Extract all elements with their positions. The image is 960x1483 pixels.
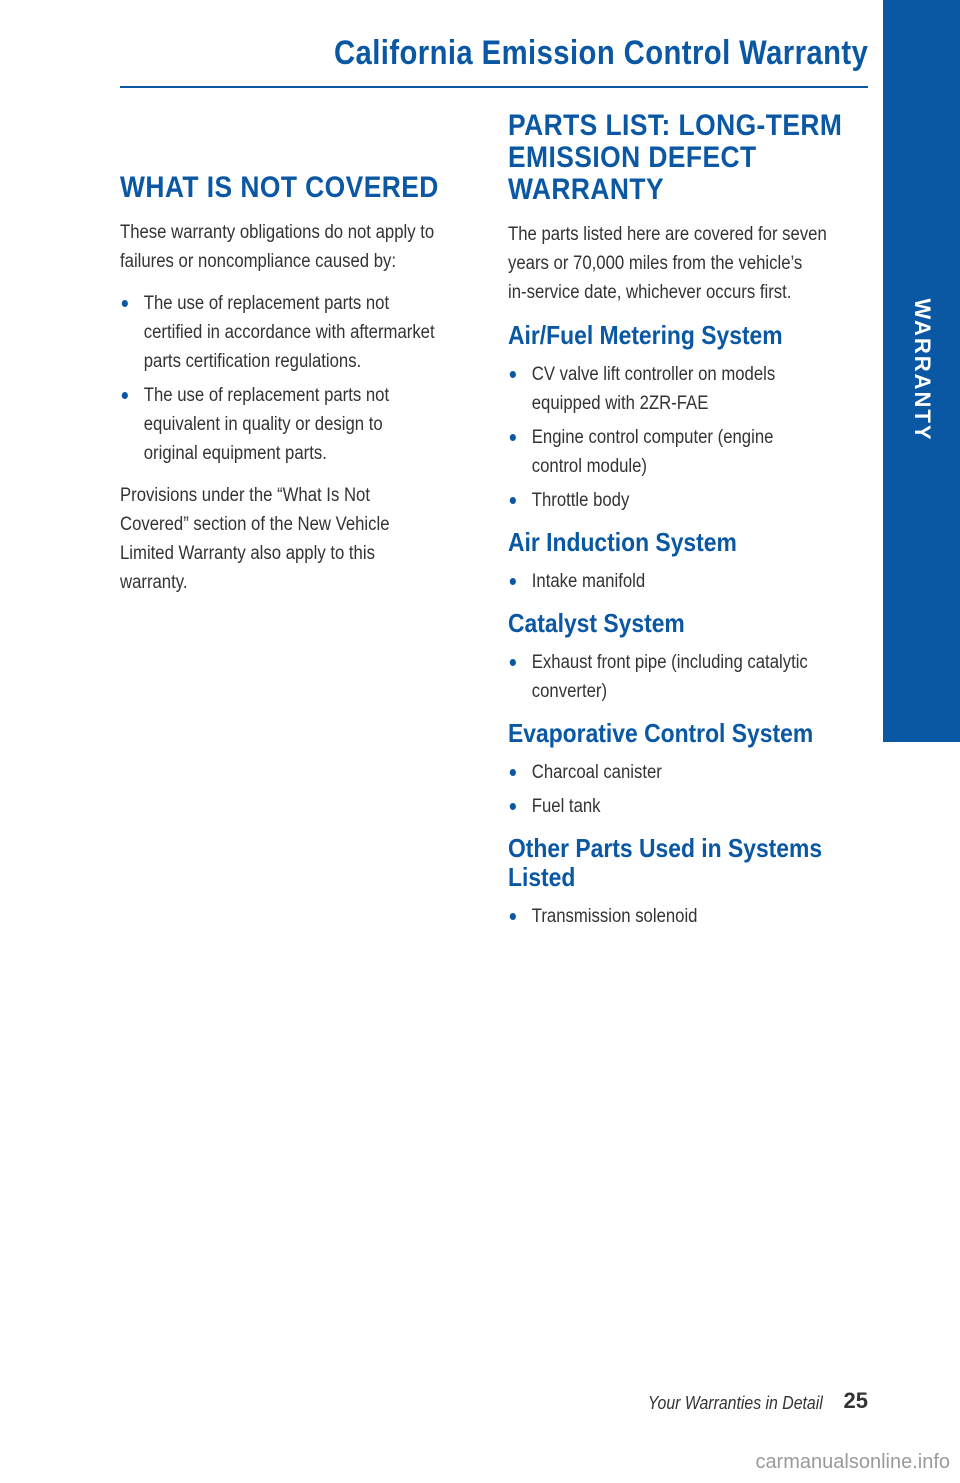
not-covered-closing-line: Limited Warranty also apply to this: [120, 543, 375, 564]
heading-line: WARRANTY: [508, 173, 665, 206]
parts-list-heading: [508, 110, 869, 206]
list-item-line: Throttle body: [531, 490, 630, 511]
list-item: [508, 902, 869, 931]
list-item: [120, 381, 481, 468]
bullet-icon: [510, 803, 516, 810]
section-title-air-fuel-metering: Air/Fuel Metering System: [508, 320, 783, 350]
list-item-line: CV valve lift controller on models: [531, 364, 776, 385]
section-list: [508, 902, 869, 931]
not-covered-heading: WHAT IS NOT COVERED: [120, 171, 439, 204]
side-tab-label: WARRANTY: [909, 298, 935, 442]
list-item: [508, 648, 869, 706]
list-item: [508, 567, 869, 596]
title-divider: [120, 86, 868, 88]
list-item-line: equipped with 2ZR-FAE: [531, 393, 709, 414]
parts-list-intro-line: years or 70,000 miles from the vehicle’s: [508, 253, 803, 274]
list-item: [120, 289, 481, 376]
bullet-icon: [510, 497, 516, 504]
not-covered-intro-line: These warranty obligations do not apply to: [120, 222, 435, 243]
side-tab: [883, 0, 960, 742]
heading-line: EMISSION DEFECT: [508, 141, 757, 174]
heading-line: PARTS LIST: LONG-TERM: [508, 109, 843, 142]
heading-line: Other Parts Used in Systems: [508, 833, 823, 863]
left-column: [120, 172, 480, 597]
watermark: carmanualsonline.info: [755, 1451, 950, 1473]
section-list: [508, 758, 869, 821]
bullet-icon: [510, 769, 516, 776]
list-item-line: Intake manifold: [531, 571, 646, 592]
footer-section-label: Your Warranties in Detail: [648, 1393, 823, 1413]
list-item-line: certified in accordance with aftermarket: [143, 322, 435, 343]
list-item-line: Exhaust front pipe (including catalytic: [531, 652, 808, 673]
bullet-icon: [510, 434, 516, 441]
parts-list-intro-line: The parts listed here are covered for seven: [508, 224, 827, 245]
list-item-line: The use of replacement parts not: [143, 385, 390, 406]
not-covered-list: [120, 289, 481, 468]
right-column: [508, 110, 868, 931]
list-item: [508, 486, 869, 515]
list-item-line: Engine control computer (engine: [531, 427, 774, 448]
parts-list-intro-line: in-service date, whichever occurs first.: [508, 282, 792, 303]
bullet-icon: [122, 300, 128, 307]
not-covered-intro-line: failures or noncompliance caused by:: [120, 251, 397, 272]
list-item-line: equivalent in quality or design to: [143, 414, 383, 435]
list-item: [508, 758, 869, 787]
not-covered-closing-line: Provisions under the “What Is Not: [120, 485, 370, 506]
bullet-icon: [510, 659, 516, 666]
section-list: [508, 360, 869, 515]
list-item-line: The use of replacement parts not: [143, 293, 390, 314]
heading-line: Listed: [508, 862, 576, 892]
list-item-line: original equipment parts.: [143, 443, 327, 464]
section-list: [508, 648, 869, 706]
page-title: California Emission Control Warranty: [333, 34, 868, 72]
not-covered-closing-line: Covered” section of the New Vehicle: [120, 514, 390, 535]
list-item-line: Fuel tank: [531, 796, 601, 817]
list-item-line: Transmission solenoid: [531, 906, 698, 927]
list-item: [508, 423, 869, 481]
list-item-line: control module): [531, 456, 647, 477]
list-item-line: converter): [531, 681, 608, 702]
section-title-catalyst: Catalyst System: [508, 608, 685, 638]
bullet-icon: [510, 578, 516, 585]
page-number: 25: [843, 1388, 868, 1413]
section-title-air-induction: Air Induction System: [508, 527, 737, 557]
list-item-line: Charcoal canister: [531, 762, 662, 783]
section-title-other-parts: [508, 834, 869, 892]
bullet-icon: [510, 913, 516, 920]
section-title-evaporative-control: Evaporative Control System: [508, 718, 814, 748]
bullet-icon: [510, 371, 516, 378]
section-list: [508, 567, 869, 596]
not-covered-closing-line: warranty.: [120, 572, 188, 593]
list-item-line: parts certification regulations.: [143, 351, 362, 372]
bullet-icon: [122, 392, 128, 399]
list-item: [508, 792, 869, 821]
list-item: [508, 360, 869, 418]
